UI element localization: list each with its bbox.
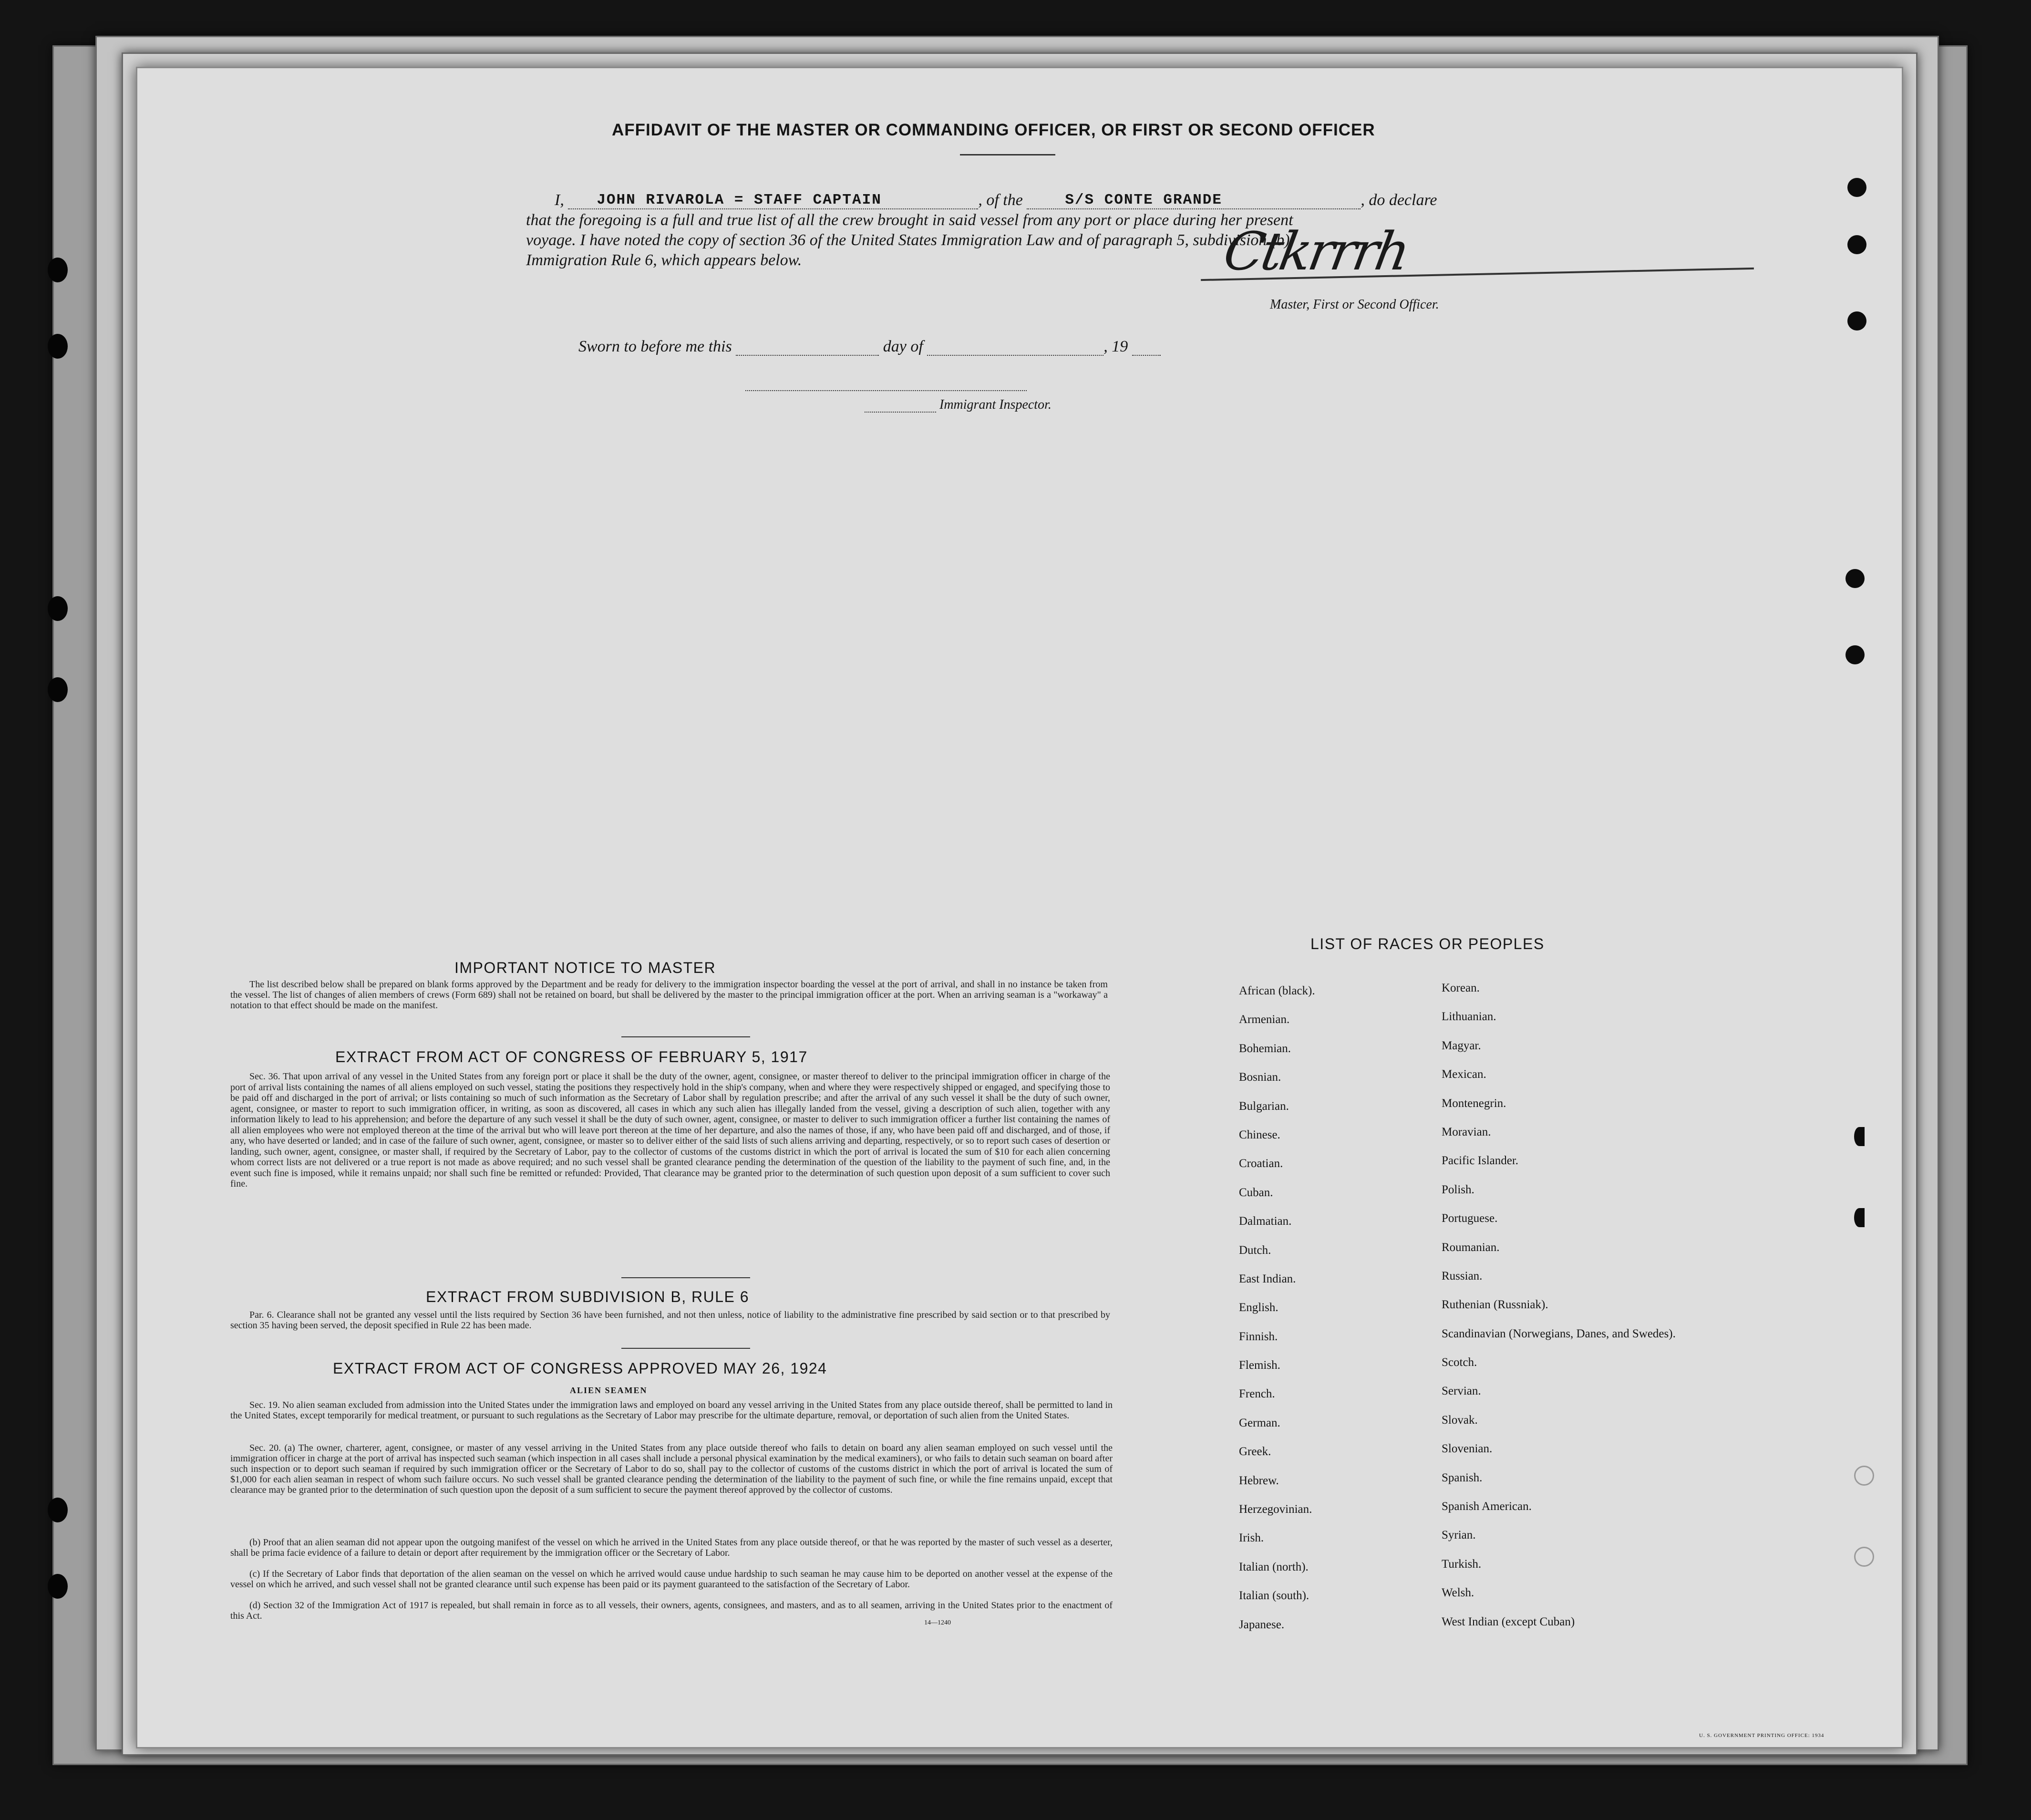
affidavit-title: AFFIDAVIT OF THE MASTER OR COMMANDING OFFICER, OR FIRST OR SECOND OFFICER xyxy=(612,121,1375,139)
race-item: East Indian. xyxy=(1239,1272,1296,1285)
race-item: Chinese. xyxy=(1239,1128,1280,1141)
extract-1917-title: EXTRACT FROM ACT OF CONGRESS OF FEBRUARY 5, 1917 xyxy=(335,1048,808,1065)
vessel-name-field xyxy=(1027,190,1361,209)
officer-name: JOHN RIVAROLA = STAFF CAPTAIN xyxy=(597,192,882,208)
sworn-year-field xyxy=(1132,355,1161,356)
printer-imprint: U. S. GOVERNMENT PRINTING OFFICE: 1934 xyxy=(1699,1733,1825,1738)
races-title: LIST OF RACES OR PEOPLES xyxy=(1310,935,1545,952)
race-item: Dutch. xyxy=(1239,1243,1271,1257)
race-item: Bosnian. xyxy=(1239,1071,1281,1084)
i-label: I, xyxy=(555,191,564,209)
race-item: Finnish. xyxy=(1239,1330,1278,1343)
punch-hole xyxy=(1854,1208,1865,1227)
race-item: Polish. xyxy=(1442,1183,1474,1196)
races-left-column xyxy=(1239,984,1315,1646)
notice-text: The list described below shall be prepared on blank forms approved by the Department and be ready for delivery to the immigration inspector boarding the vessel at the port of arrival, and shall in no instance be taken from the vessel. The list of changes of alien members of crews (Form 689) shall not be retained on board, but shall be delivered by the master to the principal immigration officer at the port. When an arriving seaman is a "workaway" a notation to that effect should be made on the manifest. xyxy=(230,979,1108,1011)
race-item: German. xyxy=(1239,1416,1280,1429)
declaration-line-4: Immigration Rule 6, which appears below. xyxy=(526,251,802,269)
races-right-column xyxy=(1442,981,1676,1644)
inspector-line xyxy=(745,390,1027,391)
race-item: Dalmatian. xyxy=(1239,1215,1292,1228)
race-item: Greek. xyxy=(1239,1445,1271,1458)
race-item: Moravian. xyxy=(1442,1125,1491,1138)
race-item: Spanish American. xyxy=(1442,1500,1532,1513)
binder-hole xyxy=(48,1574,68,1599)
document-page xyxy=(136,67,1903,1748)
race-item: Scandinavian (Norwegians, Danes, and Swedes). xyxy=(1442,1327,1676,1340)
sworn-day-field xyxy=(736,355,879,356)
signer-caption: Master, First or Second Officer. xyxy=(1270,297,1439,312)
notice-title: IMPORTANT NOTICE TO MASTER xyxy=(454,959,716,976)
declaration-line-3: voyage. I have noted the copy of section 36 of the United States Immigration Law and of paragraph 5, subdivision (b), xyxy=(526,231,1294,249)
race-item: Italian (south). xyxy=(1239,1589,1309,1603)
race-item: Hebrew. xyxy=(1239,1474,1279,1487)
race-item: Korean. xyxy=(1442,982,1480,994)
officer-signature: Ctkrrrh xyxy=(1219,221,1412,282)
race-item: Roumanian. xyxy=(1442,1241,1500,1254)
do-declare-label: , do declare xyxy=(1361,191,1437,209)
inspector-caption xyxy=(865,397,1052,413)
binder-hole xyxy=(48,334,68,359)
binder-hole xyxy=(48,596,68,621)
race-item: Irish. xyxy=(1239,1531,1264,1545)
officer-name-field xyxy=(568,190,978,209)
race-item: French. xyxy=(1239,1387,1275,1401)
race-item: Scotch. xyxy=(1442,1356,1477,1369)
race-item: Japanese. xyxy=(1239,1618,1285,1631)
race-item: Croatian. xyxy=(1239,1157,1283,1170)
extract-1917-text: Sec. 36. That upon arrival of any vessel in the United States from any foreign port or place it shall be the duty of the owner, agent, consignee, or master thereof to deliver to the principal immigration officer in charge of the port of arrival lists containing the names of all aliens employed on such vessel, stating the positions they respectively hold in the ship's company, when and where they were respectively shipped or engaged, and specifying those to be paid off and discharged in the port of arrival; or lists containing so much of such information as the Secretary of Labor shall by regulation prescribe; and after the arrival of any such vessel it shall be the duty of such owner, agent, consignee, or master to report to such immigration officer, in writing, as soon as discovered, all cases in which any such alien has illegally landed from the vessel, giving a description of such alien, together with any information likely to lead to his apprehension; and before the departure of any such vessel it shall be the duty of such owner, agent, consignee, or master to deliver to such immigration officer a further list containing the names of all alien employees who were not employed thereon at the time of the arrival but who will leave port thereon at the time of her departure, and also the names of those, if any, who have been paid off and discharged, and of those, if any, who have deserted or landed; and in case of the failure of such owner, agent, consignee, or master so to deliver either of the said lists of such aliens arriving and departing, respectively, or so to report such cases of desertion or landing, such owner, agent, consignee, or master shall, if required by the Secretary of Labor, pay to the collector of customs of the customs district in which the port of arrival is located the sum of $10 for each alien concerning whom correct lists are not delivered or a true report is not made as above required; and no such vessel shall be granted clearance pending the determination of the question of the liability to the payment of such fine, and, in the event such fine is imposed, while it remains unpaid; nor shall such fine be remitted or refunded: Provided, That clearance may be granted prior to the determination of such question upon deposit of a sum sufficient to cover such fine. xyxy=(230,1071,1110,1189)
rule-6-title: EXTRACT FROM SUBDIVISION B, RULE 6 xyxy=(426,1288,750,1305)
race-item: Spanish. xyxy=(1442,1471,1483,1484)
race-item: Magyar. xyxy=(1442,1039,1481,1052)
race-item: Cuban. xyxy=(1239,1186,1273,1199)
sec-20b-text: (b) Proof that an alien seaman did not appear upon the outgoing manifest of the vessel on which he arrived in the United States from any place outside thereof, or that he was reported by the master of such vessel as a deserter, shall be prima facie evidence of a failure to detain or deport after requirement by the immigration officer or the Secretary of Labor. xyxy=(230,1537,1113,1558)
punch-hole xyxy=(1854,1127,1865,1146)
race-item: Portuguese. xyxy=(1442,1212,1498,1225)
binder-hole xyxy=(48,1498,68,1522)
punch-hole xyxy=(1847,178,1866,197)
race-item: Slovak. xyxy=(1442,1413,1478,1427)
punch-hole xyxy=(1845,569,1865,588)
sworn-line xyxy=(578,338,1161,356)
race-item: Bulgarian. xyxy=(1239,1099,1289,1113)
race-item: Syrian. xyxy=(1442,1529,1476,1542)
race-item: West Indian (except Cuban) xyxy=(1442,1615,1575,1628)
punch-hole xyxy=(1845,645,1865,664)
punch-hole xyxy=(1847,311,1866,331)
binder-hole xyxy=(48,677,68,702)
race-item: Montenegrin. xyxy=(1442,1096,1506,1110)
race-item: Lithuanian. xyxy=(1442,1010,1496,1024)
vessel-name: S/S CONTE GRANDE xyxy=(1065,192,1222,208)
declaration-line-2: that the foregoing is a full and true list of all the crew brought in said vessel from any port or place during her present xyxy=(526,211,1293,229)
race-item: Russian. xyxy=(1442,1269,1483,1282)
inspector-caption-text: Immigrant Inspector. xyxy=(939,397,1052,412)
binder-hole xyxy=(48,258,68,282)
sworn-day-label: day of xyxy=(883,338,923,355)
race-item: Welsh. xyxy=(1442,1586,1474,1600)
sec-20c-text: (c) If the Secretary of Labor finds that deportation of the alien seaman on the vessel on which he arrived would cause undue hardship to such seaman he may cause him to be deported on another vessel at the expense of the vessel on which he arrived, and such vessel shall not be granted clearance until such expense has been paid or its payment guaranteed to the satisfaction of the Secretary of Labor. xyxy=(230,1569,1113,1590)
race-item: Servian. xyxy=(1442,1385,1481,1398)
rule-6-rule xyxy=(621,1348,750,1349)
sec-20d-text: (d) Section 32 of the Immigration Act of 1917 is repealed, but shall remain in force as to all vessels, their owners, agents, consignees, and masters, and as to all seamen, arriving in the United States prior to the enactment of this Act. xyxy=(230,1600,1113,1621)
extract-1924-title: EXTRACT FROM ACT OF CONGRESS APPROVED MAY 26, 1924 xyxy=(333,1360,827,1377)
title-rule xyxy=(960,154,1055,155)
race-item: Armenian. xyxy=(1239,1013,1290,1026)
inspector-dots xyxy=(865,412,936,413)
declaration-line-1 xyxy=(555,190,1437,209)
race-item: Bohemian. xyxy=(1239,1042,1291,1055)
race-item: African (black). xyxy=(1239,984,1315,997)
punch-hole xyxy=(1854,1547,1874,1567)
sworn-month-field xyxy=(927,355,1103,356)
sec-20a-text: Sec. 20. (a) The owner, charterer, agent, consignee, or master of any vessel arriving in the United States from any place outside thereof who fails to detain on board any alien seaman employed on such vessel until the immigration officer in charge at the port of arrival has inspected such seaman (which inspection in all cases shall include a personal physical examination by the medical examiners), or who fails to detain such seaman on board after such inspection or to deport such seaman if required by such immigration officer or the Secretary of Labor to do so, shall pay to the collector of customs of the customs district in which the port of arrival is located the sum of $1,000 for each alien seaman in respect of whom such failure occurs. No such vessel shall be granted clearance pending the determination of the liability to the payment of such fine, or while the fine remains unpaid, except that clearance may be granted prior to the determination of such question upon the deposit of a sum sufficient to secure the payment thereof approved by the collector of customs. xyxy=(230,1443,1113,1495)
race-item: Slovenian. xyxy=(1442,1442,1493,1456)
race-item: English. xyxy=(1239,1301,1278,1314)
race-item: Mexican. xyxy=(1442,1068,1486,1081)
sworn-prefix: Sworn to before me this xyxy=(578,338,732,355)
sec-19-text: Sec. 19. No alien seaman excluded from admission into the United States under the immigration laws and employed on board any vessel arriving in the United States from any place outside thereof, shall be permitted to land in the United States, except temporarily for medical treatment, or pursuant to such regulations as the Secretary of Labor may prescribe for the ultimate departure, removal, or deportation of such alien from the United States. xyxy=(230,1400,1113,1421)
race-item: Flemish. xyxy=(1239,1359,1280,1372)
punch-hole xyxy=(1847,235,1866,254)
rule-6-text: Par. 6. Clearance shall not be granted any vessel until the lists required by Section 36 have been furnished, and not then unless, notice of liability to the administrative fine prescribed by said section or to that prescribed by section 35 having been served, the deposit specified in Rule 22 has been made. xyxy=(230,1310,1110,1331)
sworn-year-label: , 19 xyxy=(1103,338,1128,355)
alien-seamen-subtitle: ALIEN SEAMEN xyxy=(570,1386,648,1395)
race-item: Herzegovinian. xyxy=(1239,1503,1312,1516)
of-the-label: , of the xyxy=(978,191,1023,209)
punch-hole xyxy=(1854,1466,1874,1486)
form-number: 14—1240 xyxy=(924,1619,951,1626)
race-item: Italian (north). xyxy=(1239,1560,1309,1573)
race-item: Pacific Islander. xyxy=(1442,1154,1519,1168)
notice-rule xyxy=(621,1036,750,1037)
race-item: Turkish. xyxy=(1442,1557,1482,1571)
race-item: Ruthenian (Russniak). xyxy=(1442,1298,1548,1312)
extract-1917-rule xyxy=(621,1277,750,1278)
